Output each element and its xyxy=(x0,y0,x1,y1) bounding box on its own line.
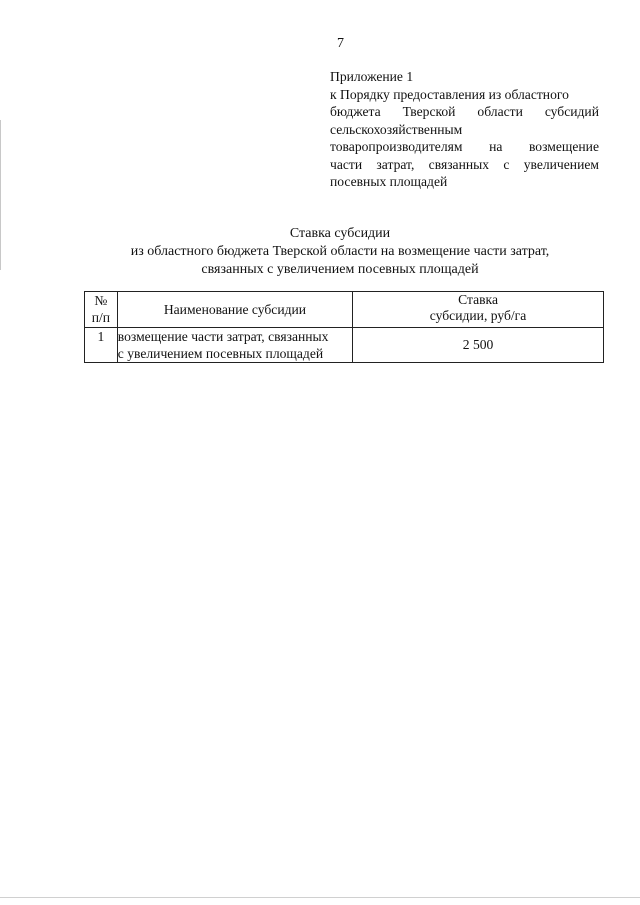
subsidy-rate-table xyxy=(84,291,604,363)
header-rate xyxy=(353,292,604,328)
appendix-line: бюджета Тверской области субсидий xyxy=(330,104,599,119)
header-number-label: п/п xyxy=(91,310,111,325)
row-subsidy-name-line: с увеличением посевных площадей xyxy=(117,346,324,361)
appendix-line: части затрат, связанных с увеличением xyxy=(330,156,599,172)
header-subsidy-name: Наименование субсидии xyxy=(117,292,352,328)
heading-subtitle-line: из областного бюджета Тверской области на возмещение части затрат, xyxy=(130,244,550,259)
appendix-line: посевных площадей xyxy=(330,174,448,189)
header-number-symbol: № xyxy=(94,293,108,308)
page-number: 7 xyxy=(337,36,344,51)
header-rate-line: Ставка xyxy=(458,292,498,307)
appendix-line: сельскохозяйственным xyxy=(330,121,463,137)
row-number: 1 xyxy=(85,328,118,363)
appendix-title: Приложение 1 xyxy=(330,69,414,84)
row-rate-value: 2 500 xyxy=(353,328,604,363)
appendix-line: товаропроизводителям на возмещение xyxy=(330,139,599,154)
table-header-row xyxy=(85,292,604,328)
document-heading xyxy=(60,225,620,279)
header-rate-line: субсидии, руб/га xyxy=(429,308,527,323)
appendix-block xyxy=(330,68,599,191)
row-subsidy-name xyxy=(117,328,352,363)
row-subsidy-name-line: возмещение части затрат, связанных xyxy=(117,329,329,344)
appendix-line: к Порядку предоставления из областного xyxy=(330,86,569,102)
page-bottom-edge xyxy=(0,897,640,898)
heading-subtitle-line: связанных с увеличением посевных площадей xyxy=(201,262,479,277)
heading-title: Ставка субсидии xyxy=(289,226,391,241)
page-edge-line xyxy=(0,120,1,270)
header-number xyxy=(85,292,118,328)
table-row xyxy=(85,328,604,363)
